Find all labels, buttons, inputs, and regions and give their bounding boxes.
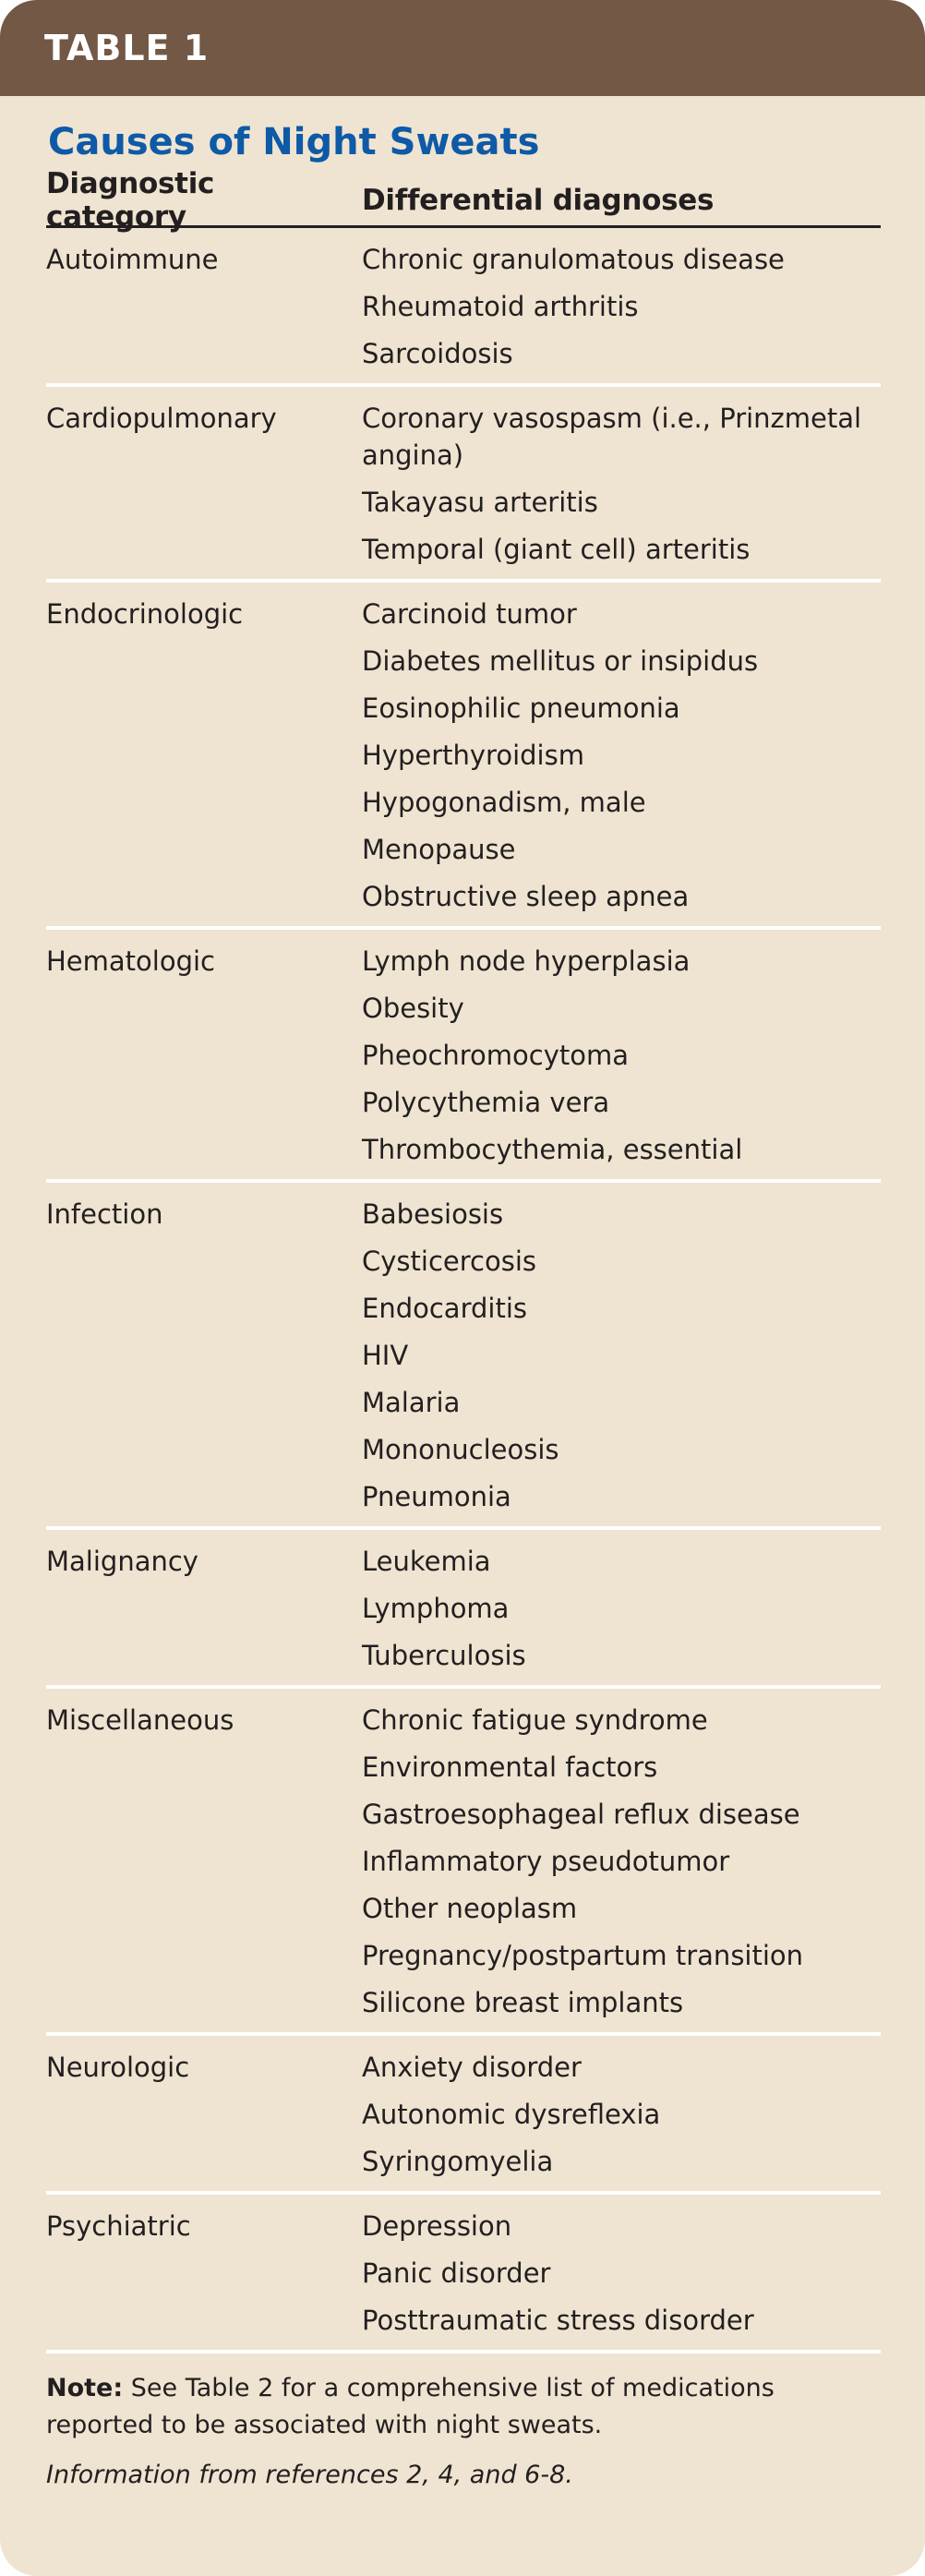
diagnosis-item: Chronic fatigue syndrome [362,1704,708,1736]
diagnosis-item: Mononucleosis [362,1434,559,1465]
table-row [46,2195,881,2353]
table-row [46,2036,881,2195]
row-category: Autoimmune [46,244,219,275]
row-category: Neurologic [46,2052,190,2083]
table-row [46,1689,881,2036]
diagnosis-item: Thrombocythemia, essential [362,1134,743,1165]
table-row [46,583,881,930]
column-header-row [46,167,881,234]
diagnosis-item: Rheumatoid arthritis [362,291,639,322]
row-category: Endocrinologic [46,598,244,630]
table-row [46,930,881,1183]
row-diagnoses [362,1702,881,2021]
diagnosis-item: Obstructive sleep apnea [362,881,690,912]
diagnosis-item: Silicone breast implants [362,1987,684,2018]
row-diagnoses [362,2049,881,2180]
diagnosis-item: Coronary vasospasm (i.e., Prinzmetal angina) [362,403,862,471]
diagnosis-item: Pregnancy/postpartum transition [362,1940,804,1971]
row-diagnoses [362,1196,881,1515]
row-category: Malignancy [46,1546,198,1577]
diagnosis-item: Panic disorder [362,2257,551,2289]
row-category: Hematologic [46,945,215,977]
row-diagnoses [362,2208,881,2339]
diagnosis-item: Lymph node hyperplasia [362,945,691,977]
diagnosis-item: Menopause [362,834,516,865]
row-diagnoses [362,241,881,372]
row-category: Psychiatric [46,2210,191,2242]
diagnosis-item: HIV [362,1340,409,1371]
column-header-diagnoses: Differential diagnoses [362,184,715,217]
table-note [46,2370,881,2444]
note-label: Note: [46,2374,124,2402]
table-source: Information from references 2, 4, and 6-8. [46,2461,573,2489]
diagnosis-item: Hyperthyroidism [362,740,584,771]
diagnosis-item: Environmental factors [362,1751,658,1783]
diagnosis-item: Anxiety disorder [362,2052,582,2083]
note-text: See Table 2 for a comprehensive list of medications reported to be associated with night sweats. [46,2374,775,2439]
diagnosis-item: Depression [362,2210,512,2242]
diagnosis-item: Gastroesophageal reflux disease [362,1799,800,1830]
diagnosis-item: Takayasu arteritis [362,487,598,518]
table-number-label: TABLE 1 [44,28,210,68]
diagnosis-item: Endocarditis [362,1293,527,1324]
diagnosis-item: Syringomyelia [362,2146,554,2177]
diagnosis-item: Eosinophilic pneumonia [362,692,680,724]
table-header-bar [0,0,925,96]
diagnosis-item: Polycythemia vera [362,1087,610,1118]
diagnosis-item: Tuberculosis [362,1640,526,1671]
diagnosis-item: Malaria [362,1387,461,1418]
table-row [46,1183,881,1530]
diagnosis-item: Carcinoid tumor [362,598,577,630]
diagnosis-item: Pheochromocytoma [362,1040,630,1071]
row-diagnoses [362,943,881,1168]
diagnosis-item: Diabetes mellitus or insipidus [362,645,759,677]
table-row [46,387,881,583]
table-title: Causes of Night Sweats [48,121,540,163]
diagnosis-item: Sarcoidosis [362,338,513,369]
row-diagnoses [362,400,881,568]
diagnosis-item: Temporal (giant cell) arteritis [362,534,751,565]
diagnosis-item: Chronic granulomatous disease [362,244,785,275]
diagnosis-item: Other neoplasm [362,1893,578,1924]
table-row [46,228,881,387]
diagnosis-item: Hypogonadism, male [362,787,646,818]
diagnosis-item: Babesiosis [362,1198,504,1230]
diagnosis-item: Obesity [362,993,464,1024]
diagnosis-item: Posttraumatic stress disorder [362,2305,754,2336]
row-diagnoses [362,596,881,915]
row-category: Infection [46,1198,163,1230]
row-category: Cardiopulmonary [46,403,277,434]
table-body [46,228,881,2353]
row-diagnoses [362,1543,881,1674]
row-category: Miscellaneous [46,1704,234,1736]
diagnosis-item: Autonomic dysreflexia [362,2099,661,2130]
diagnosis-item: Cysticercosis [362,1246,536,1277]
column-header-category: Diagnostic category [46,167,215,234]
diagnosis-item: Leukemia [362,1546,491,1577]
diagnosis-item: Inflammatory pseudotumor [362,1846,730,1877]
diagnosis-item: Pneumonia [362,1481,511,1512]
table-row [46,1530,881,1689]
diagnosis-item: Lymphoma [362,1593,510,1624]
